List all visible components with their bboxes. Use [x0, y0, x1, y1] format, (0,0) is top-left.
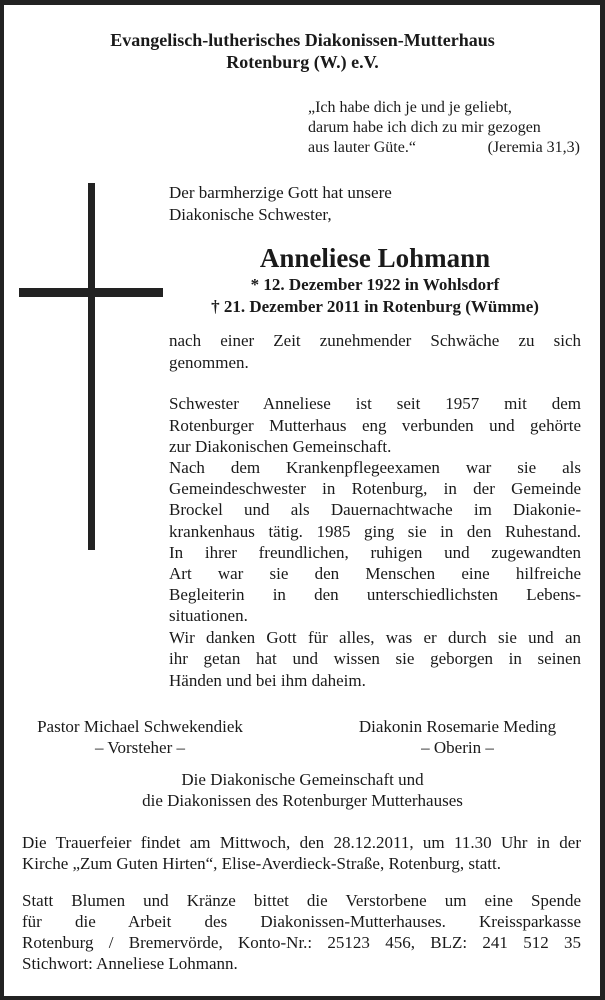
body-line: Gemeindeschwester in Rotenburg, in der Gemeinde	[169, 479, 581, 498]
header-organization: Evangelisch-lutherisches Diakonissen-Mutterhaus	[110, 30, 495, 50]
body-line: Art war sie den Menschen eine hilfreiche	[169, 564, 581, 583]
signature-name: Diakonin Rosemarie Meding	[358, 717, 557, 736]
quote-source: (Jeremia 31,3)	[487, 139, 580, 156]
body-line: Händen und bei ihm daheim.	[169, 671, 366, 690]
body-line: zur Diakonischen Gemeinschaft.	[169, 437, 392, 456]
funeral-line: Kirche „Zum Guten Hirten“, Elise-Averdieck-Straße, Rotenburg, statt.	[22, 854, 501, 873]
signature-role: – Vorsteher –	[94, 738, 186, 757]
funeral-line: Die Trauerfeier findet am Mittwoch, den 28.12.2011, um 11.30 Uhr in der	[22, 833, 581, 852]
deceased-name: Anneliese Lohmann	[259, 243, 491, 273]
death-date: † 21. Dezember 2011 in Rotenburg (Wümme)	[211, 297, 539, 316]
donation-line: Rotenburg / Bremervörde, Konto-Nr.: 25123 456, BLZ: 241 512 35	[22, 933, 581, 952]
quote-line: darum habe ich dich zu mir gezogen	[308, 119, 541, 136]
body-line: In ihrer freundlichen, ruhigen und zugewandten	[169, 543, 581, 562]
header-location: Rotenburg (W.) e.V.	[226, 52, 379, 72]
cross-icon	[88, 183, 95, 550]
donation-line: für die Arbeit des Diakonissen-Mutterhauses. Kreissparkasse	[22, 912, 581, 931]
body-line: Schwester Anneliese ist seit 1957 mit dem	[169, 394, 581, 413]
donation-line: Stichwort: Anneliese Lohmann.	[22, 954, 238, 973]
body-line: krankenhaus tätig. 1985 ging sie in den Ruhestand.	[169, 522, 581, 541]
quote-line: aus lauter Güte.“	[308, 139, 416, 156]
body-line: nach einer Zeit zunehmender Schwäche zu sich	[169, 331, 581, 350]
community-line: die Diakonissen des Rotenburger Mutterhauses	[142, 791, 463, 810]
intro-line: Der barmherzige Gott hat unsere	[169, 183, 392, 202]
body-line: genommen.	[169, 353, 249, 372]
signature-role: – Oberin –	[421, 738, 494, 757]
signature-name: Pastor Michael Schwekendiek	[37, 717, 243, 736]
body-line: Brockel und als Dauernachtwache im Diakonie-	[169, 500, 581, 519]
body-line: ihr getan hat und wissen sie geborgen in seinen	[169, 649, 581, 668]
community-line: Die Diakonische Gemeinschaft und	[181, 770, 424, 789]
cross-icon-bar	[19, 288, 163, 297]
body-line: Rotenburger Mutterhaus eng verbunden und gehörte	[169, 416, 581, 435]
intro-line: Diakonische Schwester,	[169, 205, 332, 224]
body-line: Begleiterin in den unterschiedlichsten Lebens-	[169, 585, 581, 604]
birth-date: * 12. Dezember 1922 in Wohlsdorf	[250, 275, 500, 294]
body-line: situationen.	[169, 606, 248, 625]
quote-line: „Ich habe dich je und je geliebt,	[308, 99, 512, 116]
body-line: Nach dem Krankenpflegeexamen war sie als	[169, 458, 581, 477]
body-line: Wir danken Gott für alles, was er durch sie und an	[169, 628, 581, 647]
donation-line: Statt Blumen und Kränze bittet die Verstorbene um eine Spende	[22, 891, 581, 910]
